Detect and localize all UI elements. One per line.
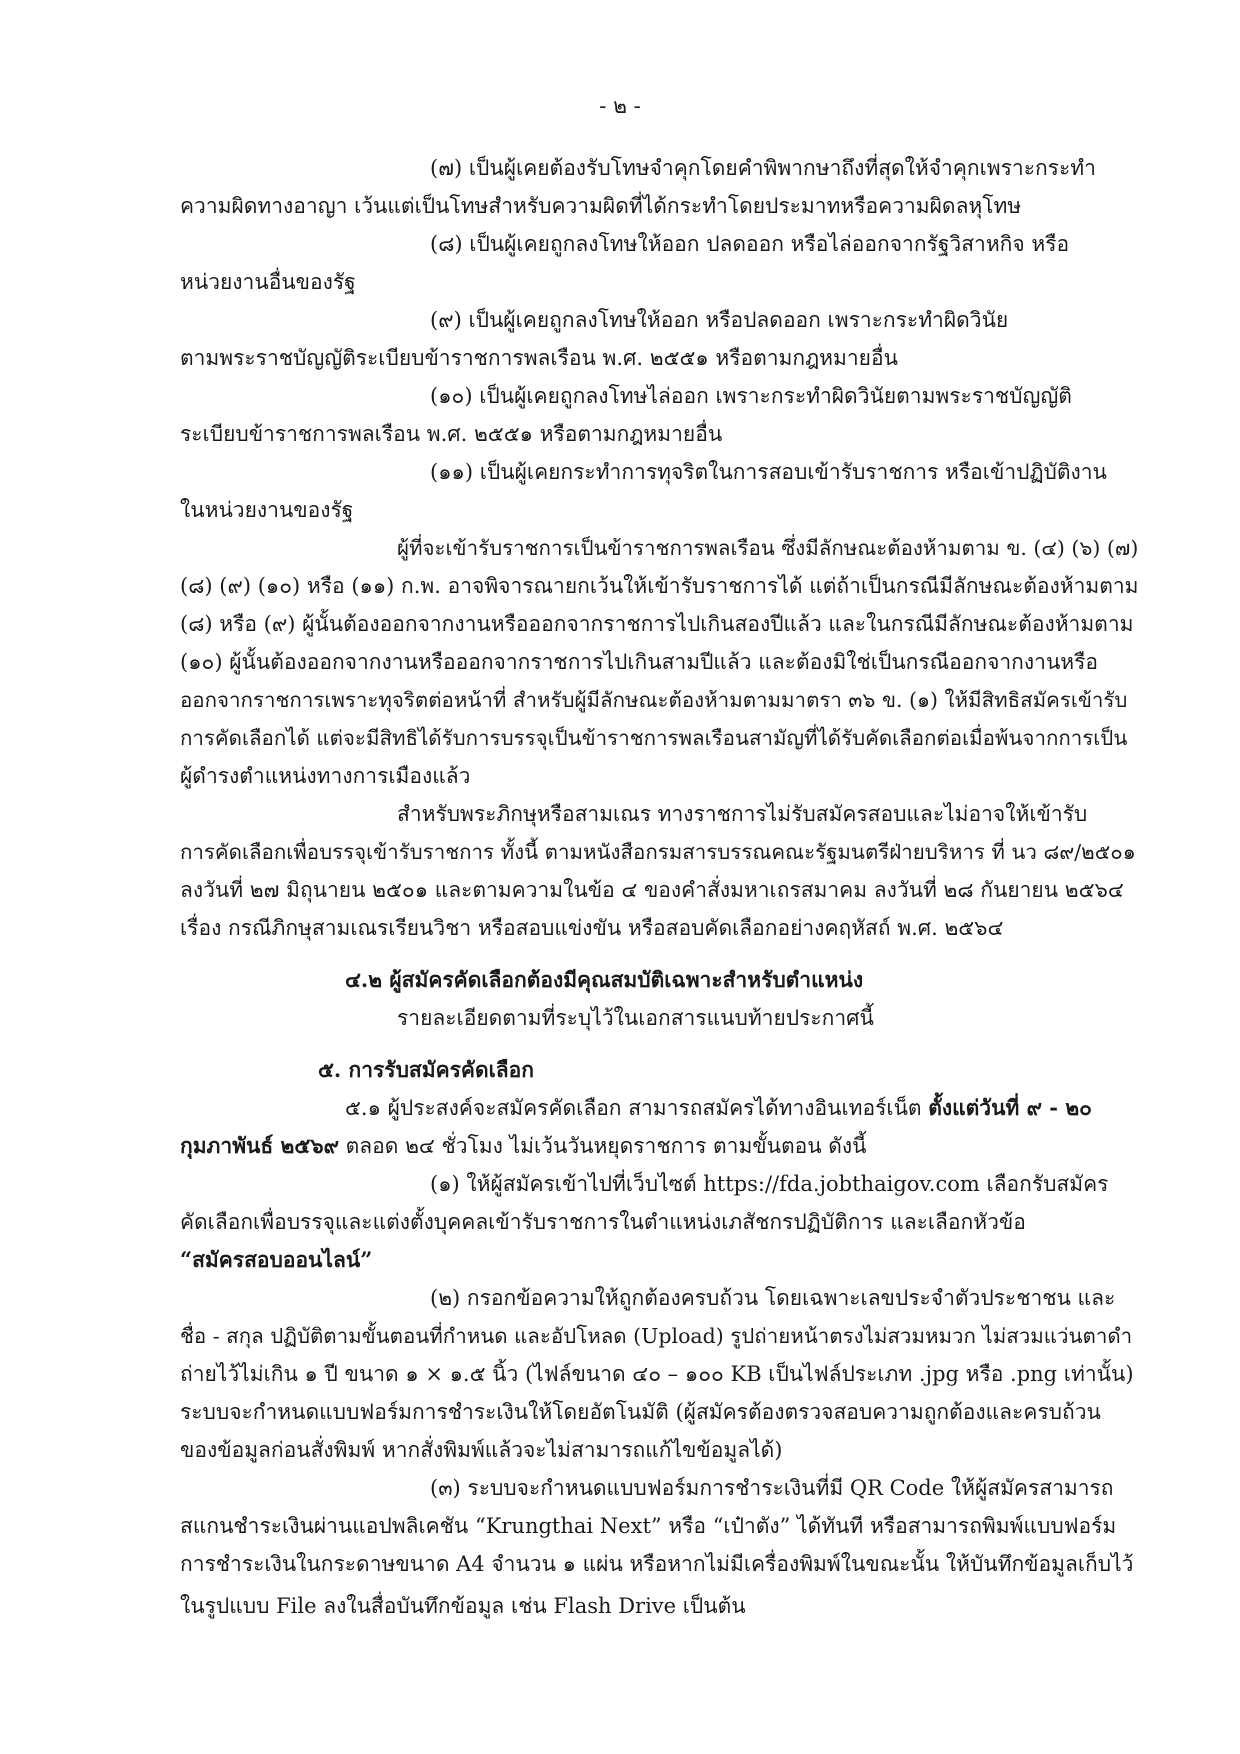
text-line [397, 533, 1138, 563]
text-line [430, 229, 1069, 259]
text-line [430, 153, 1096, 183]
line-text: ผู้ที่จะเข้ารับราชการเป็นข้าราชการพลเรือน ซึ่งมีลักษณะต้องห้ามตาม ข. (๔) (๖) (๗) [397, 536, 1139, 560]
text-line [397, 799, 1087, 829]
text-line [430, 1169, 1108, 1199]
text-line [430, 457, 1107, 487]
line-text: (๓) ระบบจะกำหนดแบบฟอร์มการชำระเงินที่มี QR Code ให้ผู้สมัครสามารถ [430, 1476, 1114, 1500]
line-text: (๒) กรอกข้อความให้ถูกต้องครบถ้วน โดยเฉพาะเลขประจำตัวประชาชน และ [430, 1286, 1116, 1310]
text-line [180, 419, 722, 449]
line-text: การคัดเลือกเพื่อบรรจุเข้ารับราชการ ทั้งนี้ ตามหนังสือกรมสารบรรณคณะรัฐมนตรีฝ่ายบริหาร ที่ นว ๘๙/๒๕๐๑ [180, 840, 1136, 864]
line-text: ๔.๒ ผู้สมัครคัดเลือกต้องมีคุณสมบัติเฉพาะสำหรับตำแหน่ง [345, 967, 864, 992]
text-line [180, 723, 1127, 753]
text-line [180, 913, 1003, 943]
text-line [180, 875, 1124, 905]
line-text: ถ่ายไว้ไม่เกิน ๑ ปี ขนาด ๑ × ๑.๕ นิ้ว (ไฟล์ขนาด ๔๐ – ๑๐๐ KB เป็นไฟล์ประเภท .jpg หรือ .png เท่านั้น) [180, 1362, 1134, 1386]
line-text: ๕.๑ ผู้ประสงค์จะสมัครคัดเลือก สามารถสมัครได้ทางอินเทอร์เน็ต [345, 1096, 929, 1120]
line-text: ในรูปแบบ File ลงในสื่อบันทึกข้อมูล เช่น Flash Drive เป็นต้น [180, 1594, 746, 1618]
line-text: ระเบียบข้าราชการพลเรือน พ.ศ. ๒๕๕๑ หรือตามกฎหมายอื่น [180, 422, 723, 446]
line-text: ระบบจะกำหนดแบบฟอร์มการชำระเงินให้โดยอัตโนมัติ (ผู้สมัครต้องตรวจสอบความถูกต้องและครบถ้วน [180, 1400, 1101, 1424]
text-line [430, 1283, 1115, 1313]
line-text: (๑๑) เป็นผู้เคยกระทำการทุจริตในการสอบเข้ารับราชการ หรือเข้าปฏิบัติงาน [430, 460, 1107, 484]
text-line [180, 1549, 1133, 1579]
line-text: เรื่อง กรณีภิกษุสามเณรเรียนวิชา หรือสอบแข่งขัน หรือสอบคัดเลือกอย่างคฤหัสถ์ พ.ศ. ๒๕๖๔ [180, 916, 1004, 940]
text-line [345, 1093, 1092, 1123]
line-bold-text: ตั้งแต่วันที่ ๙ - ๒๐ [928, 1095, 1092, 1120]
line-text: ลงวันที่ ๒๗ มิถุนายน ๒๕๐๑ และตามความในข้อ ๔ ของคำสั่งมหาเถรสมาคม ลงวันที่ ๒๘ กันยายน ๒๕๖๔ [180, 878, 1124, 902]
text-line [430, 381, 1072, 411]
line-text: คัดเลือกเพื่อบรรจุและแต่งตั้งบุคคลเข้ารับราชการในตำแหน่งเภสัชกรปฏิบัติการ และเลือกหัวข้อ [180, 1210, 1026, 1234]
line-text: สำหรับพระภิกษุหรือสามเณร ทางราชการไม่รับสมัครสอบและไม่อาจให้เข้ารับ [397, 802, 1088, 826]
text-line [180, 191, 1021, 221]
text-line [180, 647, 1098, 677]
line-text: ความผิดทางอาญา เว้นแต่เป็นโทษสำหรับความผิดที่ได้กระทำโดยประมาทหรือความผิดลหุโทษ [180, 194, 1022, 218]
line-text: (๘) เป็นผู้เคยถูกลงโทษให้ออก ปลดออก หรือไล่ออกจากรัฐวิสาหกิจ หรือ [430, 232, 1070, 256]
line-text: (๘) หรือ (๙) ผู้นั้นต้องออกจากงานหรือออกจากราชการไปเกินสองปีแล้ว และในกรณีมีลักษณะต้องห้ามตาม [180, 612, 1134, 636]
line-text: ๕. การรับสมัครคัดเลือก [318, 1057, 534, 1082]
text-line [180, 761, 470, 791]
line-text: หน่วยงานอื่นของรัฐ [180, 270, 356, 294]
text-line [180, 571, 1139, 601]
text-line [180, 267, 356, 297]
text-line [180, 685, 1127, 715]
text-line [430, 1473, 1113, 1503]
line-text: ของข้อมูลก่อนสั่งพิมพ์ หากสั่งพิมพ์แล้วจะไม่สามารถแก้ไขข้อมูลได้) [180, 1438, 783, 1462]
text-line [430, 305, 1008, 335]
text-line [180, 1321, 1132, 1351]
text-line [318, 1055, 534, 1085]
line-text: (๙) เป็นผู้เคยถูกลงโทษให้ออก หรือปลดออก เพราะกระทำผิดวินัย [430, 308, 1009, 332]
text-line [180, 1397, 1101, 1427]
text-line [180, 837, 1136, 867]
line-text: การชำระเงินในกระดาษขนาด A4 จำนวน ๑ แผ่น หรือหากไม่มีเครื่องพิมพ์ในขณะนั้น ให้บันทึกข้อมูลเก็บไว้ [180, 1552, 1134, 1576]
text-line [180, 609, 1133, 639]
text-line [180, 1207, 1026, 1237]
line-text: ชื่อ - สกุล ปฏิบัติตามขั้นตอนที่กำหนด และอัปโหลด (Upload) รูปถ่ายหน้าตรงไม่สวมหมวก ไม่สวมแว่นตาดำ [180, 1324, 1133, 1348]
text-line [180, 1591, 746, 1621]
line-text: “สมัครสอบออนไลน์” [180, 1247, 373, 1272]
line-text: (๑๐) ผู้นั้นต้องออกจากงานหรือออกจากราชการไปเกินสามปีแล้ว และต้องมิใช่เป็นกรณีออกจากงานหรือ [180, 650, 1099, 674]
text-line [180, 495, 353, 525]
text-line [345, 965, 863, 995]
text-line [180, 1245, 372, 1275]
line-text: การคัดเลือกได้ แต่จะมีสิทธิได้รับการบรรจุเป็นข้าราชการพลเรือนสามัญที่ได้รับคัดเลือกต่อเมื่อพ้นจากการเป็น [180, 726, 1128, 750]
text-line [180, 1435, 782, 1465]
text-line [180, 1511, 1116, 1541]
line-text: (๑) ให้ผู้สมัครเข้าไปที่เว็บไซต์ https://fda.jobthaigov.com เลือกรับสมัคร [430, 1172, 1109, 1196]
line-text: รายละเอียดตามที่ระบุไว้ในเอกสารแนบท้ายประกาศนี้ [397, 1006, 874, 1030]
line-text: ในหน่วยงานของรัฐ [180, 498, 354, 522]
text-line [397, 1003, 874, 1033]
line-text: (๘) (๙) (๑๐) หรือ (๑๑) ก.พ. อาจพิจารณายกเว้นให้เข้ารับราชการได้ แต่ถ้าเป็นกรณีมีลักษณะต้องห้ามตาม [180, 574, 1139, 598]
page-number: - ๒ - [599, 94, 641, 118]
line-text: (๗) เป็นผู้เคยต้องรับโทษจำคุกโดยคำพิพากษาถึงที่สุดให้จำคุกเพราะกระทำ [430, 156, 1096, 180]
line-text: (๑๐) เป็นผู้เคยถูกลงโทษไล่ออก เพราะกระทำผิดวินัยตามพระราชบัญญัติ [430, 384, 1072, 408]
text-line [180, 1359, 1134, 1389]
line-text: สแกนชำระเงินผ่านแอปพลิเคชัน “Krungthai Next” หรือ “เป๋าตัง” ได้ทันที หรือสามารถพิมพ์แบบฟอร์ม [180, 1514, 1117, 1538]
text-line [180, 1131, 867, 1161]
line-text: ตามพระราชบัญญัติระเบียบข้าราชการพลเรือน พ.ศ. ๒๕๕๑ หรือตามกฎหมายอื่น [180, 346, 898, 370]
line-text: ผู้ดำรงตำแหน่งทางการเมืองแล้ว [180, 764, 471, 788]
line-text: ออกจากราชการเพราะทุจริตต่อหน้าที่ สำหรับผู้มีลักษณะต้องห้ามตามมาตรา ๓๖ ข. (๑) ให้มีสิทธิสมัครเข้ารับ [180, 688, 1128, 712]
text-line [180, 343, 898, 373]
line-bold-text: กุมภาพันธ์ ๒๕๖๙ [180, 1133, 339, 1158]
line-tail-text: ตลอด ๒๔ ชั่วโมง ไม่เว้นวันหยุดราชการ ตามขั้นตอน ดังนี้ [338, 1134, 867, 1158]
